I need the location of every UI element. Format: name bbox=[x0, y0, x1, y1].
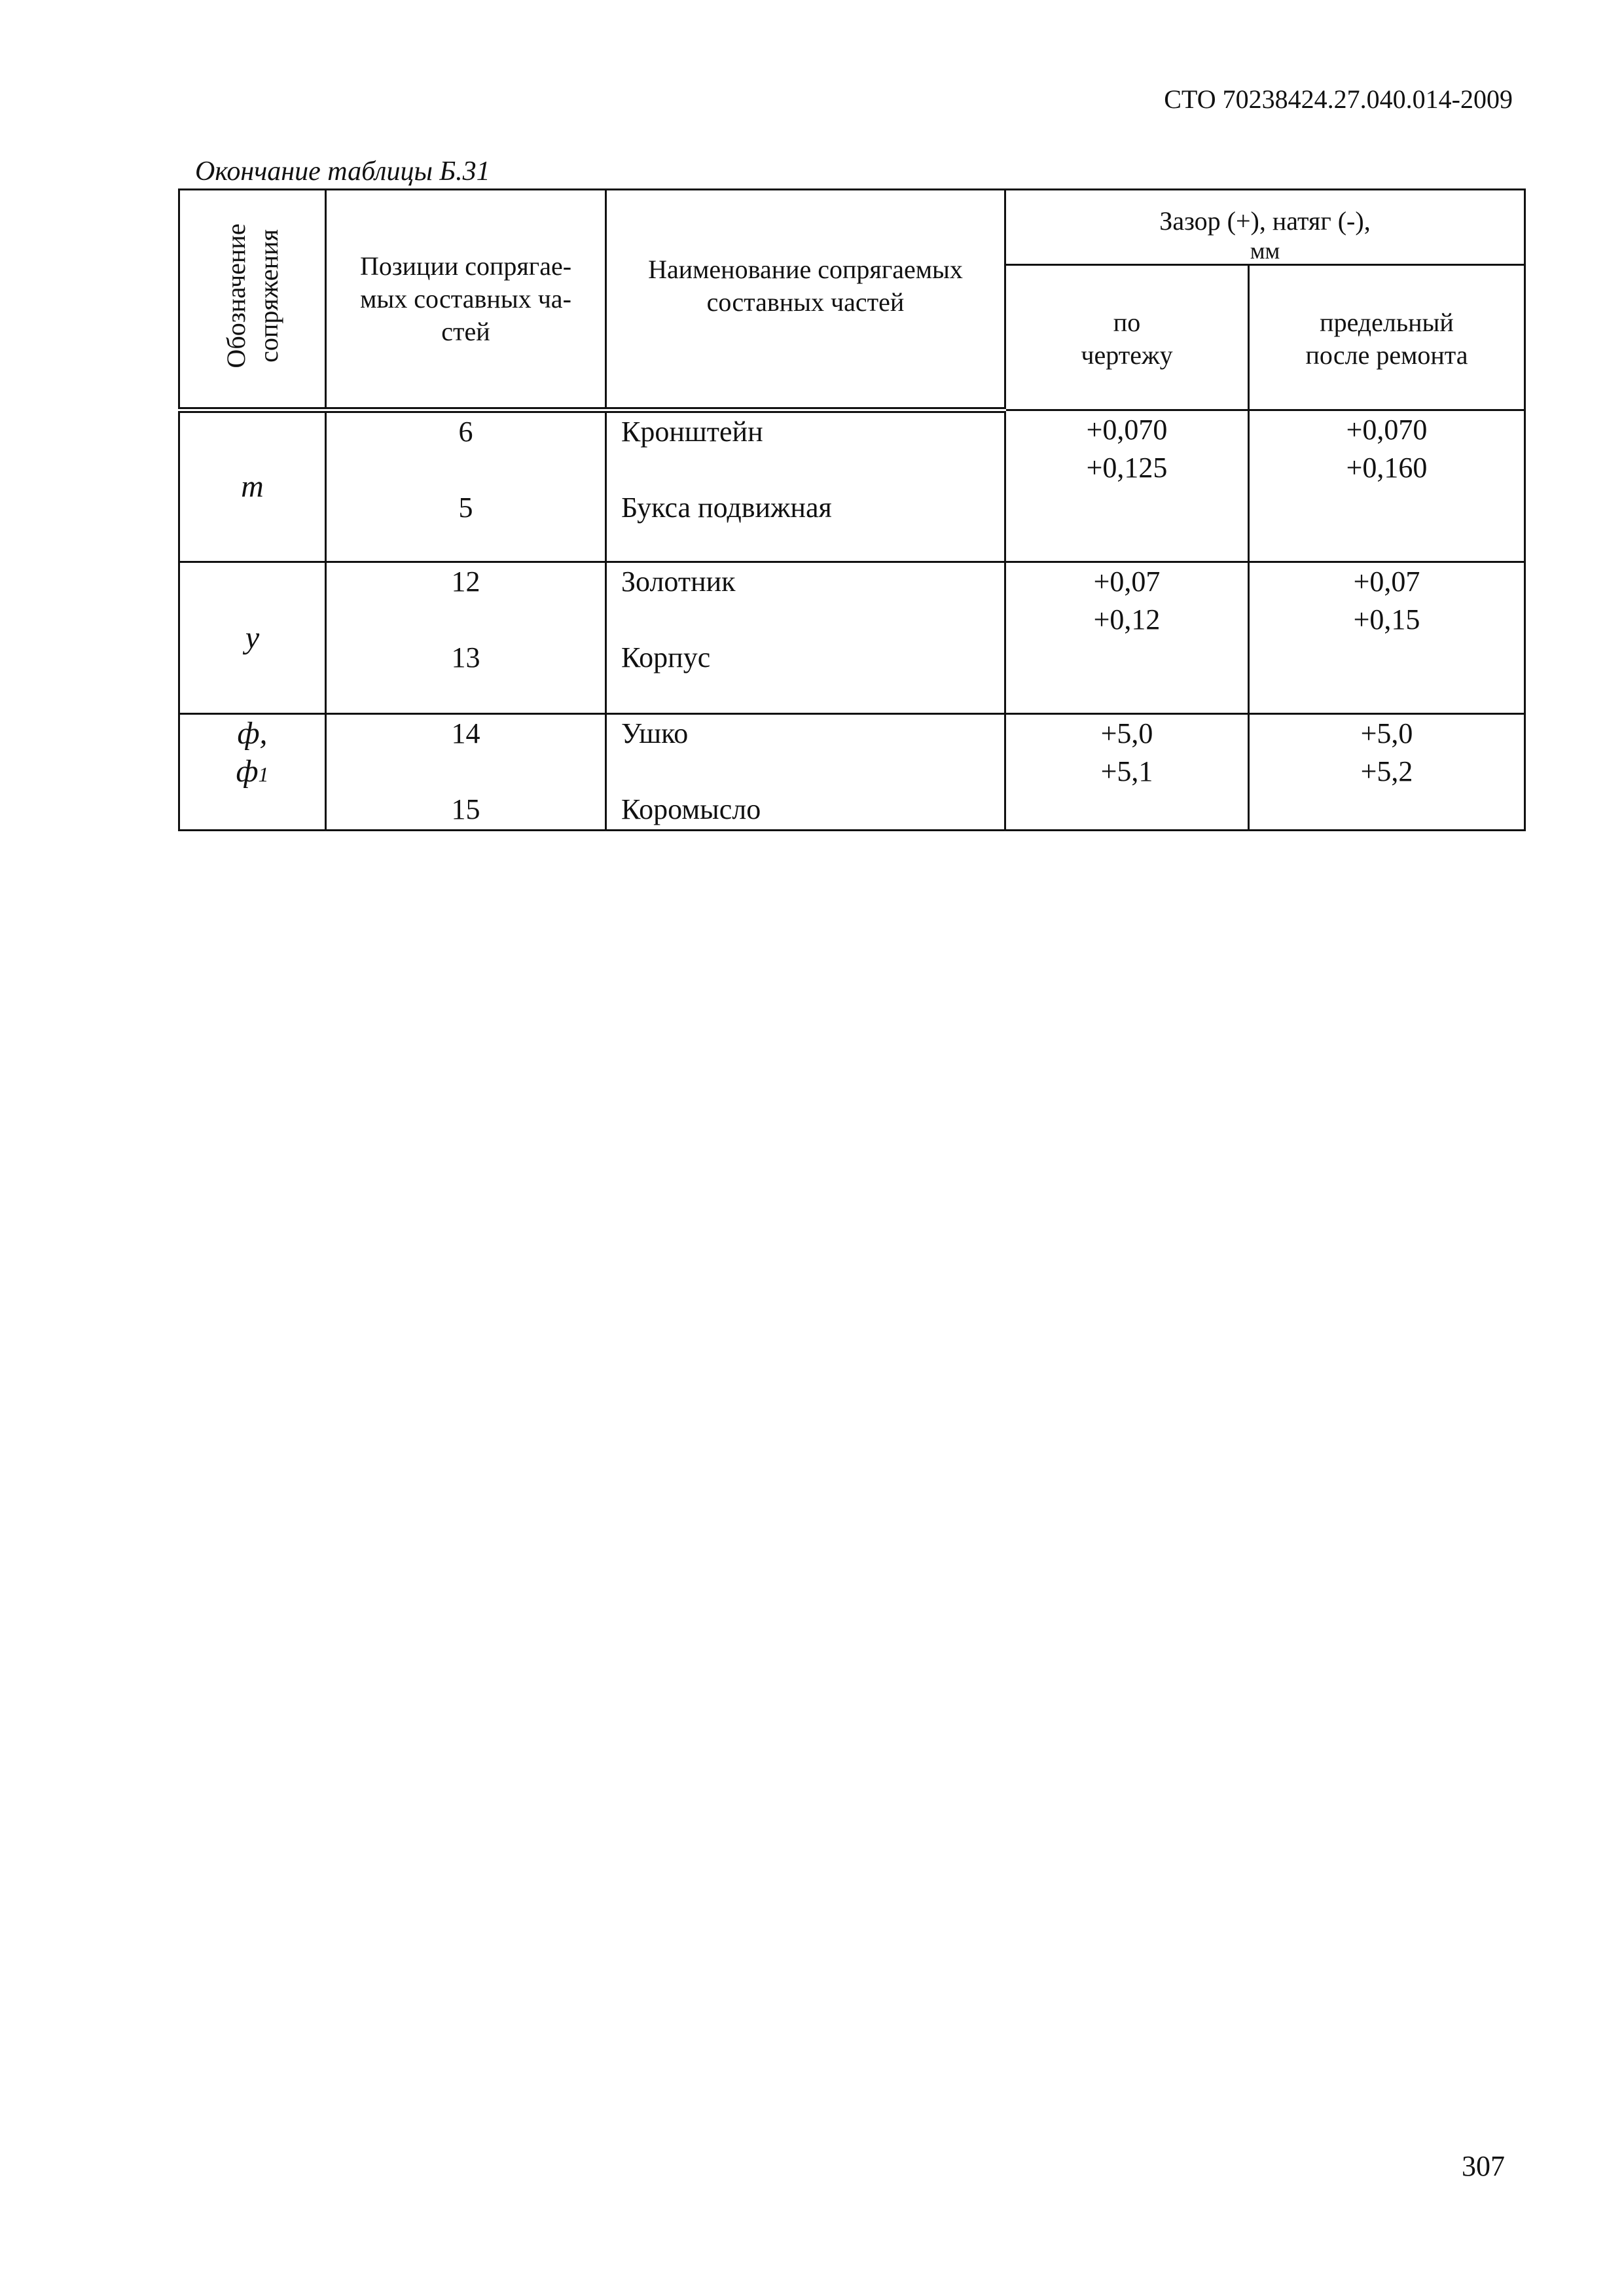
limit-value-cell bbox=[1249, 562, 1525, 714]
limit-value-cell bbox=[1249, 714, 1525, 831]
header-limit-line2: после ремонта bbox=[1305, 340, 1468, 370]
drawing-value-lower: +0,125 bbox=[1086, 452, 1168, 484]
document-code: СТО 70238424.27.040.014-2009 bbox=[1164, 84, 1513, 114]
limit-value-upper: +0,07 bbox=[1353, 565, 1420, 598]
part-name-second: Корпус bbox=[621, 641, 711, 673]
header-part-name bbox=[606, 190, 1005, 410]
part-name-first: Золотник bbox=[621, 565, 736, 598]
designation-text-second: ф1 bbox=[236, 754, 269, 789]
header-positions-line1: Позиции сопрягае- bbox=[359, 251, 572, 281]
drawing-value-lower: +0,12 bbox=[1093, 603, 1161, 636]
limit-value-lower: +5,2 bbox=[1360, 755, 1413, 787]
drawing-value-lower: +5,1 bbox=[1100, 755, 1153, 787]
table-caption: Окончание таблицы Б.31 bbox=[195, 156, 490, 187]
header-positions-line3: стей bbox=[441, 316, 490, 346]
position-second: 13 bbox=[451, 641, 480, 673]
part-name-cell bbox=[606, 410, 1005, 562]
header-gap-interference bbox=[1005, 190, 1525, 265]
designation-cell bbox=[179, 562, 326, 714]
part-name-second: Букса подвижная bbox=[621, 492, 832, 524]
position-first: 6 bbox=[458, 416, 473, 448]
part-name-cell bbox=[606, 562, 1005, 714]
part-name-second: Коромысло bbox=[621, 793, 761, 825]
designation-cell bbox=[179, 410, 326, 562]
designation-text: ф, bbox=[237, 716, 268, 751]
drawing-value-upper: +5,0 bbox=[1100, 717, 1153, 749]
header-by-drawing bbox=[1005, 265, 1249, 410]
drawing-value-cell bbox=[1005, 714, 1249, 831]
header-limit-line1: предельный bbox=[1320, 308, 1454, 337]
header-positions-line2: мых составных ча- bbox=[360, 283, 571, 314]
part-name-first: Ушко bbox=[621, 717, 689, 749]
page-number: 307 bbox=[1462, 2150, 1505, 2182]
table-row bbox=[179, 410, 1525, 562]
limit-value-lower: +0,160 bbox=[1346, 452, 1428, 484]
position-second: 5 bbox=[458, 492, 473, 524]
header-by-drawing-line2: чертежу bbox=[1081, 340, 1173, 370]
header-designation bbox=[179, 190, 326, 410]
designation-text: у bbox=[245, 620, 260, 655]
limit-value-upper: +0,070 bbox=[1346, 414, 1428, 446]
designation-subscript: 1 bbox=[258, 762, 269, 786]
table-row bbox=[179, 714, 1525, 831]
designation-text: т bbox=[241, 469, 264, 504]
header-limit-after-repair bbox=[1249, 265, 1525, 410]
header-designation-line1: Обозначение bbox=[221, 223, 251, 368]
limit-value-upper: +5,0 bbox=[1360, 717, 1413, 749]
mating-parts-table bbox=[178, 188, 1526, 831]
table-row bbox=[179, 562, 1525, 714]
positions-cell bbox=[326, 562, 606, 714]
header-gap-line1: Зазор (+), натяг (-), bbox=[1159, 206, 1371, 236]
drawing-value-upper: +0,07 bbox=[1093, 565, 1161, 598]
position-first: 14 bbox=[451, 717, 480, 749]
drawing-value-cell bbox=[1005, 410, 1249, 562]
designation-cell bbox=[179, 714, 326, 831]
positions-cell bbox=[326, 714, 606, 831]
header-part-name-line1: Наименование сопрягаемых bbox=[648, 254, 963, 284]
position-second: 15 bbox=[451, 793, 480, 825]
part-name-first: Кронштейн bbox=[621, 416, 763, 448]
drawing-value-upper: +0,070 bbox=[1086, 414, 1168, 446]
header-by-drawing-line1: по bbox=[1113, 308, 1141, 337]
header-row bbox=[179, 190, 1525, 265]
header-gap-line2: мм bbox=[1250, 238, 1280, 264]
header-positions bbox=[326, 190, 606, 410]
position-first: 12 bbox=[451, 565, 480, 598]
part-name-cell bbox=[606, 714, 1005, 831]
header-designation-line2: сопряжения bbox=[253, 229, 283, 363]
drawing-value-cell bbox=[1005, 562, 1249, 714]
limit-value-lower: +0,15 bbox=[1353, 603, 1420, 636]
limit-value-cell bbox=[1249, 410, 1525, 562]
header-part-name-line2: составных частей bbox=[706, 287, 905, 317]
positions-cell bbox=[326, 410, 606, 562]
